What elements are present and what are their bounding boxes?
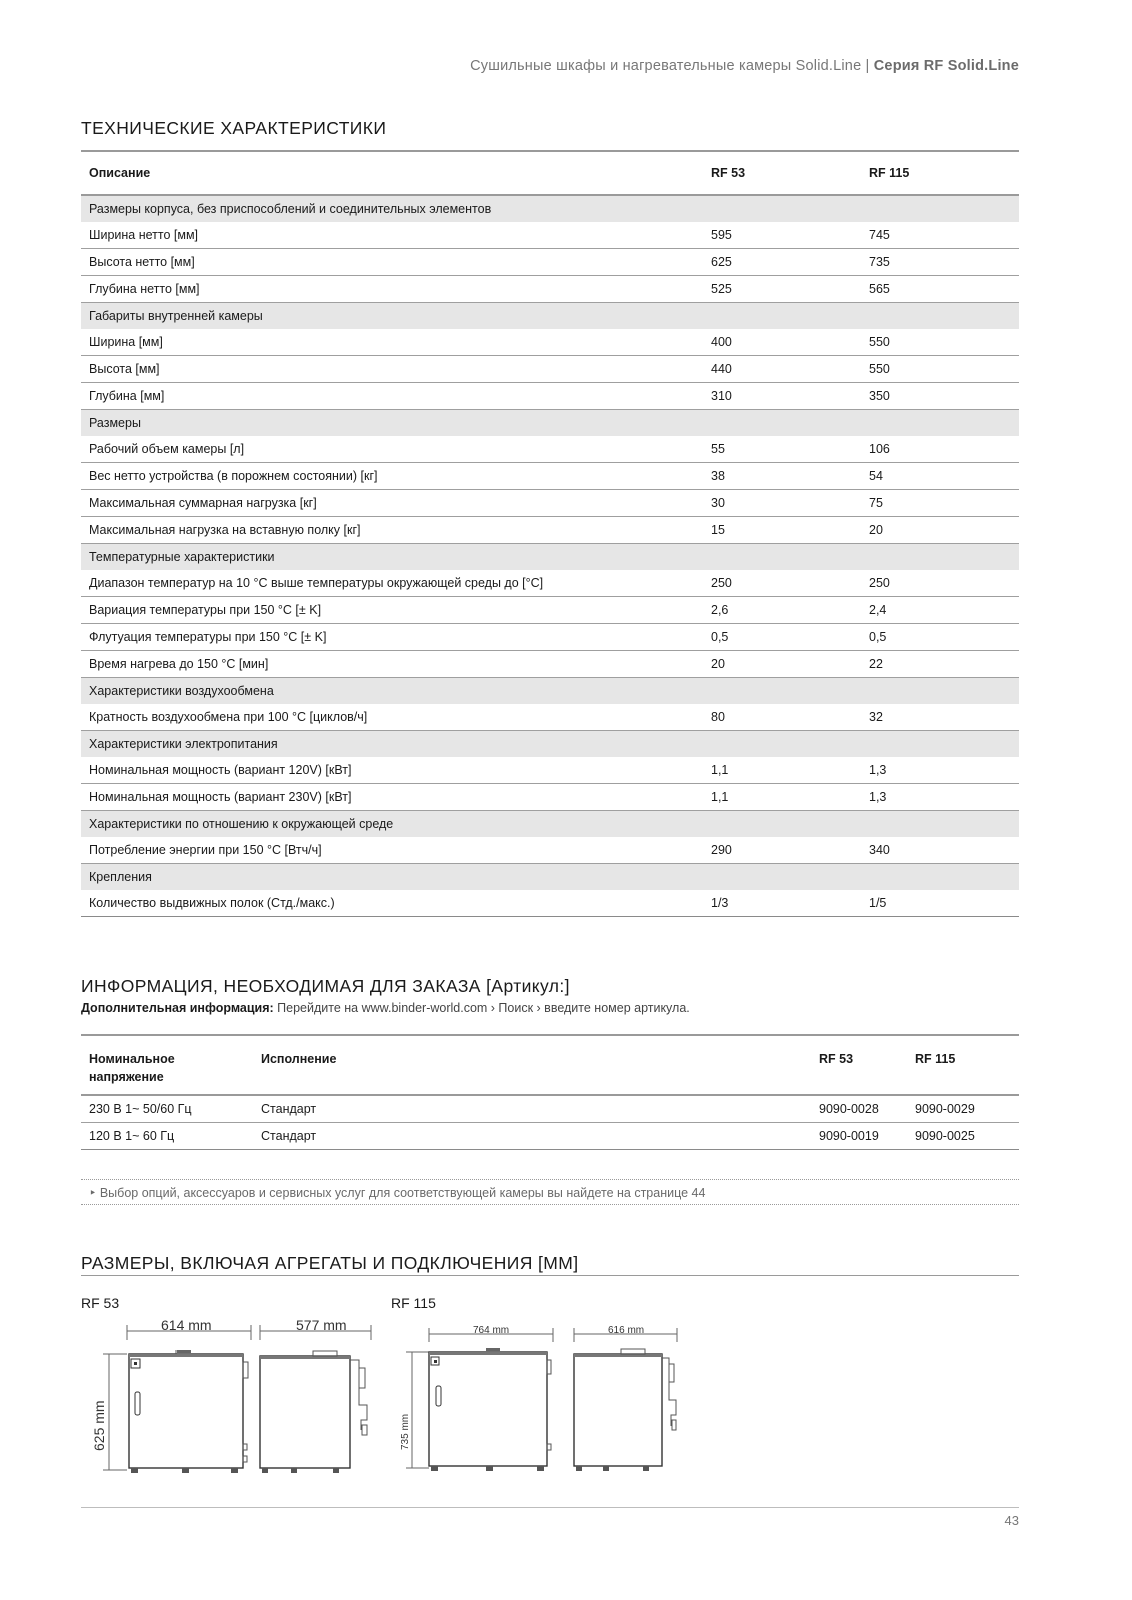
specs-value-rf115: 75 — [861, 490, 1019, 517]
specs-value-rf115: 350 — [861, 383, 1019, 410]
running-header — [470, 58, 1019, 74]
table-row — [81, 1123, 1019, 1150]
specs-group-label: Крепления — [81, 864, 1019, 891]
specs-row-label: Максимальная суммарная нагрузка [кг] — [81, 490, 703, 517]
table-row — [81, 651, 1019, 678]
specs-value-rf115: 550 — [861, 356, 1019, 383]
specs-row-label: Высота [мм] — [81, 356, 703, 383]
specs-group-row — [81, 410, 1019, 437]
rf115-side-view — [574, 1325, 677, 1471]
specs-value-rf53: 595 — [703, 222, 861, 249]
rf53-width-label: 614 mm — [161, 1320, 212, 1333]
specs-value-rf115: 1,3 — [861, 784, 1019, 811]
specs-value-rf53: 80 — [703, 704, 861, 731]
table-row — [81, 276, 1019, 303]
specs-value-rf53: 625 — [703, 249, 861, 276]
model-label-rf53: RF 53 — [81, 1295, 120, 1311]
specs-value-rf53: 15 — [703, 517, 861, 544]
table-row — [81, 383, 1019, 410]
ordering-col-voltage-line1: Номинальное — [89, 1052, 175, 1066]
ordering-article-rf115: 9090-0025 — [907, 1123, 1019, 1150]
table-row — [81, 757, 1019, 784]
table-row — [81, 570, 1019, 597]
specs-group-label: Габариты внутренней камеры — [81, 303, 1019, 330]
table-row — [81, 784, 1019, 811]
specs-value-rf115: 1,3 — [861, 757, 1019, 784]
specs-value-rf115: 340 — [861, 837, 1019, 864]
rf53-front-view — [91, 1320, 251, 1473]
specs-value-rf115: 22 — [861, 651, 1019, 678]
specs-group-label: Характеристики воздухообмена — [81, 678, 1019, 705]
specs-group-row — [81, 678, 1019, 705]
specs-value-rf53: 1,1 — [703, 757, 861, 784]
ordering-voltage: 230 В 1~ 50/60 Гц — [81, 1095, 253, 1123]
ordering-col-rf115: RF 115 — [907, 1035, 1019, 1095]
table-row — [81, 436, 1019, 463]
table-row — [81, 1095, 1019, 1123]
ordering-col-rf53: RF 53 — [811, 1035, 907, 1095]
specs-value-rf53: 38 — [703, 463, 861, 490]
specs-title: ТЕХНИЧЕСКИЕ ХАРАКТЕРИСТИКИ — [81, 118, 387, 138]
specs-row-label: Номинальная мощность (вариант 230V) [кВт] — [81, 784, 703, 811]
ordering-article-rf53: 9090-0019 — [811, 1123, 907, 1150]
specs-value-rf53: 400 — [703, 329, 861, 356]
ordering-col-version: Исполнение — [253, 1035, 811, 1095]
ordering-col-voltage-line2: напряжение — [89, 1070, 164, 1084]
specs-row-label: Флутуация температуры при 150 °C [± K] — [81, 624, 703, 651]
specs-row-label: Время нагрева до 150 °C [мин] — [81, 651, 703, 678]
specs-group-row — [81, 864, 1019, 891]
specs-value-rf115: 2,4 — [861, 597, 1019, 624]
specs-row-label: Диапазон температур на 10 °C выше температуры окружающей среды до [°C] — [81, 570, 703, 597]
rf115-front-view — [400, 1325, 553, 1471]
footer-divider — [81, 1507, 1019, 1508]
table-row — [81, 624, 1019, 651]
table-row — [81, 463, 1019, 490]
specs-row-label: Рабочий объем камеры [л] — [81, 436, 703, 463]
specs-row-label: Ширина [мм] — [81, 329, 703, 356]
ordering-col-voltage — [81, 1035, 253, 1095]
table-row — [81, 517, 1019, 544]
table-row — [81, 890, 1019, 917]
specs-value-rf53: 525 — [703, 276, 861, 303]
running-header-series: Серия RF Solid.Line — [873, 58, 1019, 74]
ordering-note-label: Дополнительная информация: — [81, 1001, 274, 1015]
specs-value-rf53: 290 — [703, 837, 861, 864]
specs-value-rf53: 1/3 — [703, 890, 861, 917]
table-row — [81, 222, 1019, 249]
specs-value-rf53: 55 — [703, 436, 861, 463]
specs-group-row — [81, 544, 1019, 571]
dimension-drawings — [81, 1320, 721, 1485]
specs-group-row — [81, 731, 1019, 758]
specs-row-label: Глубина нетто [мм] — [81, 276, 703, 303]
specs-group-label: Температурные характеристики — [81, 544, 1019, 571]
specs-value-rf115: 250 — [861, 570, 1019, 597]
ordering-title: ИНФОРМАЦИЯ, НЕОБХОДИМАЯ ДЛЯ ЗАКАЗА [Артикул:] — [81, 976, 570, 996]
specs-value-rf53: 440 — [703, 356, 861, 383]
ordering-article-rf115: 9090-0029 — [907, 1095, 1019, 1123]
dimensions-title: РАЗМЕРЫ, ВКЛЮЧАЯ АГРЕГАТЫ И ПОДКЛЮЧЕНИЯ [ММ] — [81, 1253, 579, 1273]
specs-group-label: Размеры корпуса, без приспособлений и соединительных элементов — [81, 195, 1019, 222]
specs-row-label: Высота нетто [мм] — [81, 249, 703, 276]
table-row — [81, 597, 1019, 624]
rf115-depth-label: 616 mm — [608, 1325, 645, 1336]
specs-value-rf115: 0,5 — [861, 624, 1019, 651]
ordering-version: Стандарт — [253, 1123, 811, 1150]
table-row — [81, 837, 1019, 864]
specs-row-label: Вариация температуры при 150 °C [± K] — [81, 597, 703, 624]
model-label-rf115: RF 115 — [391, 1295, 436, 1311]
ordering-header-row — [81, 1035, 1019, 1095]
specs-value-rf115: 106 — [861, 436, 1019, 463]
specs-value-rf115: 54 — [861, 463, 1019, 490]
rf115-height-label: 735 mm — [400, 1413, 411, 1450]
specs-group-row — [81, 811, 1019, 838]
specs-value-rf115: 745 — [861, 222, 1019, 249]
ordering-note-text: Перейдите на www.binder-world.com › Поиск › введите номер артикула. — [273, 1001, 690, 1015]
specs-value-rf115: 20 — [861, 517, 1019, 544]
rf53-height-label: 625 mm — [91, 1400, 107, 1451]
specs-row-label: Максимальная нагрузка на вставную полку [кг] — [81, 517, 703, 544]
specs-row-label: Глубина [мм] — [81, 383, 703, 410]
specs-group-row — [81, 303, 1019, 330]
specs-row-label: Потребление энергии при 150 °C [Втч/ч] — [81, 837, 703, 864]
specs-table-body — [81, 195, 1019, 917]
rf115-width-label: 764 mm — [473, 1325, 510, 1336]
ordering-version: Стандарт — [253, 1095, 811, 1123]
table-row — [81, 356, 1019, 383]
specs-group-label: Размеры — [81, 410, 1019, 437]
specs-col-rf115: RF 115 — [861, 151, 1019, 195]
specs-value-rf53: 0,5 — [703, 624, 861, 651]
rf53-depth-label: 577 mm — [296, 1320, 347, 1333]
specs-value-rf115: 1/5 — [861, 890, 1019, 917]
ordering-voltage: 120 В 1~ 60 Гц — [81, 1123, 253, 1150]
specs-value-rf53: 310 — [703, 383, 861, 410]
specs-value-rf53: 1,1 — [703, 784, 861, 811]
specs-row-label: Ширина нетто [мм] — [81, 222, 703, 249]
table-row — [81, 329, 1019, 356]
specs-row-label: Кратность воздухообмена при 100 °C [циклов/ч] — [81, 704, 703, 731]
specs-row-label: Вес нетто устройства (в порожнем состоянии) [кг] — [81, 463, 703, 490]
specs-table — [81, 150, 1019, 917]
specs-value-rf53: 20 — [703, 651, 861, 678]
specs-value-rf115: 735 — [861, 249, 1019, 276]
specs-value-rf53: 250 — [703, 570, 861, 597]
specs-row-label: Количество выдвижных полок (Стд./макс.) — [81, 890, 703, 917]
table-row — [81, 490, 1019, 517]
specs-group-row — [81, 195, 1019, 222]
running-header-title: Сушильные шкафы и нагревательные камеры Solid.Line | — [470, 58, 874, 74]
specs-header-row — [81, 151, 1019, 195]
crossref-note: ‣ Выбор опций, аксессуаров и сервисных услуг для соответствующей камеры вы найдете на странице 44 — [81, 1179, 1019, 1205]
specs-value-rf115: 32 — [861, 704, 1019, 731]
ordering-note — [81, 1001, 690, 1015]
specs-value-rf53: 30 — [703, 490, 861, 517]
specs-value-rf115: 550 — [861, 329, 1019, 356]
specs-group-label: Характеристики по отношению к окружающей среде — [81, 811, 1019, 838]
specs-col-rf53: RF 53 — [703, 151, 861, 195]
specs-row-label: Номинальная мощность (вариант 120V) [кВт] — [81, 757, 703, 784]
dimensions-divider — [81, 1275, 1019, 1276]
specs-col-description: Описание — [81, 151, 703, 195]
specs-value-rf115: 565 — [861, 276, 1019, 303]
page-number: 43 — [1004, 1513, 1019, 1528]
table-row — [81, 704, 1019, 731]
specs-group-label: Характеристики электропитания — [81, 731, 1019, 758]
ordering-table — [81, 1034, 1019, 1150]
rf53-side-view — [260, 1320, 371, 1473]
specs-value-rf53: 2,6 — [703, 597, 861, 624]
table-row — [81, 249, 1019, 276]
ordering-article-rf53: 9090-0028 — [811, 1095, 907, 1123]
